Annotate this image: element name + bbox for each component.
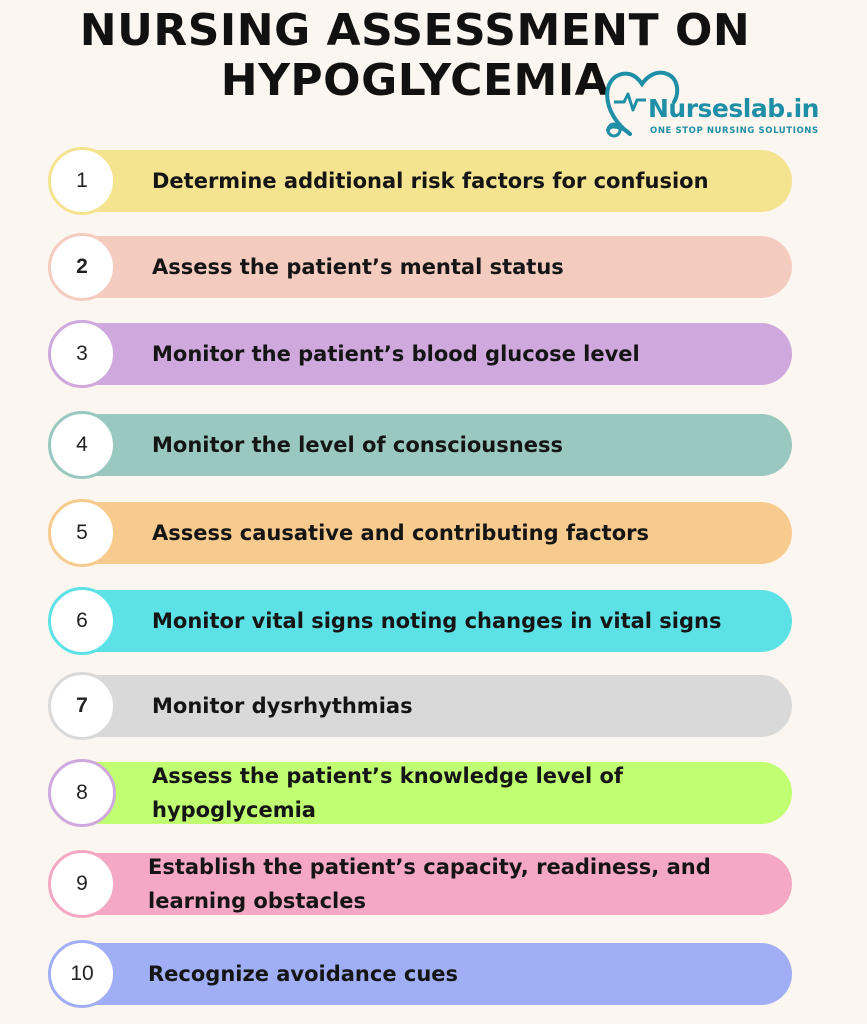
logo-tagline: ONE STOP NURSING SOLUTIONS	[650, 126, 819, 136]
item-text: Assess causative and contributing factors	[152, 521, 649, 545]
item-text: Monitor dysrhythmias	[152, 694, 413, 718]
list-item	[48, 414, 792, 476]
item-number-badge: 9	[48, 850, 116, 918]
title-line-1: NURSING ASSESSMENT ON	[79, 5, 751, 56]
list-item	[48, 943, 792, 1005]
list-item	[48, 590, 792, 652]
item-number-badge: 6	[48, 587, 116, 655]
logo-brand-name: Nurseslab.in	[648, 94, 819, 123]
list-item	[48, 236, 792, 298]
list-item	[48, 323, 792, 385]
item-number-badge: 1	[48, 147, 116, 215]
item-number-badge: 8	[48, 759, 116, 827]
item-text: Monitor the level of consciousness	[152, 433, 563, 457]
item-text: Monitor the patient’s blood glucose level	[152, 342, 640, 366]
item-number-badge: 10	[48, 940, 116, 1008]
item-text: Establish the patient’s capacity, readiness, and learning obstacles	[148, 855, 711, 913]
item-text: Determine additional risk factors for confusion	[152, 169, 709, 193]
nurseslab-logo	[600, 64, 840, 144]
item-number-badge: 4	[48, 411, 116, 479]
item-text: Assess the patient’s knowledge level of hypoglycemia	[152, 764, 624, 822]
title-line-2: HYPOGLYCEMIA	[220, 55, 610, 106]
item-number-badge: 5	[48, 499, 116, 567]
item-text: Monitor vital signs noting changes in vital signs	[152, 609, 722, 633]
item-text: Assess the patient’s mental status	[152, 255, 564, 279]
item-number-badge: 2	[48, 233, 116, 301]
list-item	[48, 762, 792, 824]
list-item	[48, 502, 792, 564]
item-number-badge: 7	[48, 672, 116, 740]
item-text: Recognize avoidance cues	[148, 962, 459, 986]
list-item	[48, 675, 792, 737]
list-item	[48, 150, 792, 212]
list-item	[48, 853, 792, 915]
item-number-badge: 3	[48, 320, 116, 388]
